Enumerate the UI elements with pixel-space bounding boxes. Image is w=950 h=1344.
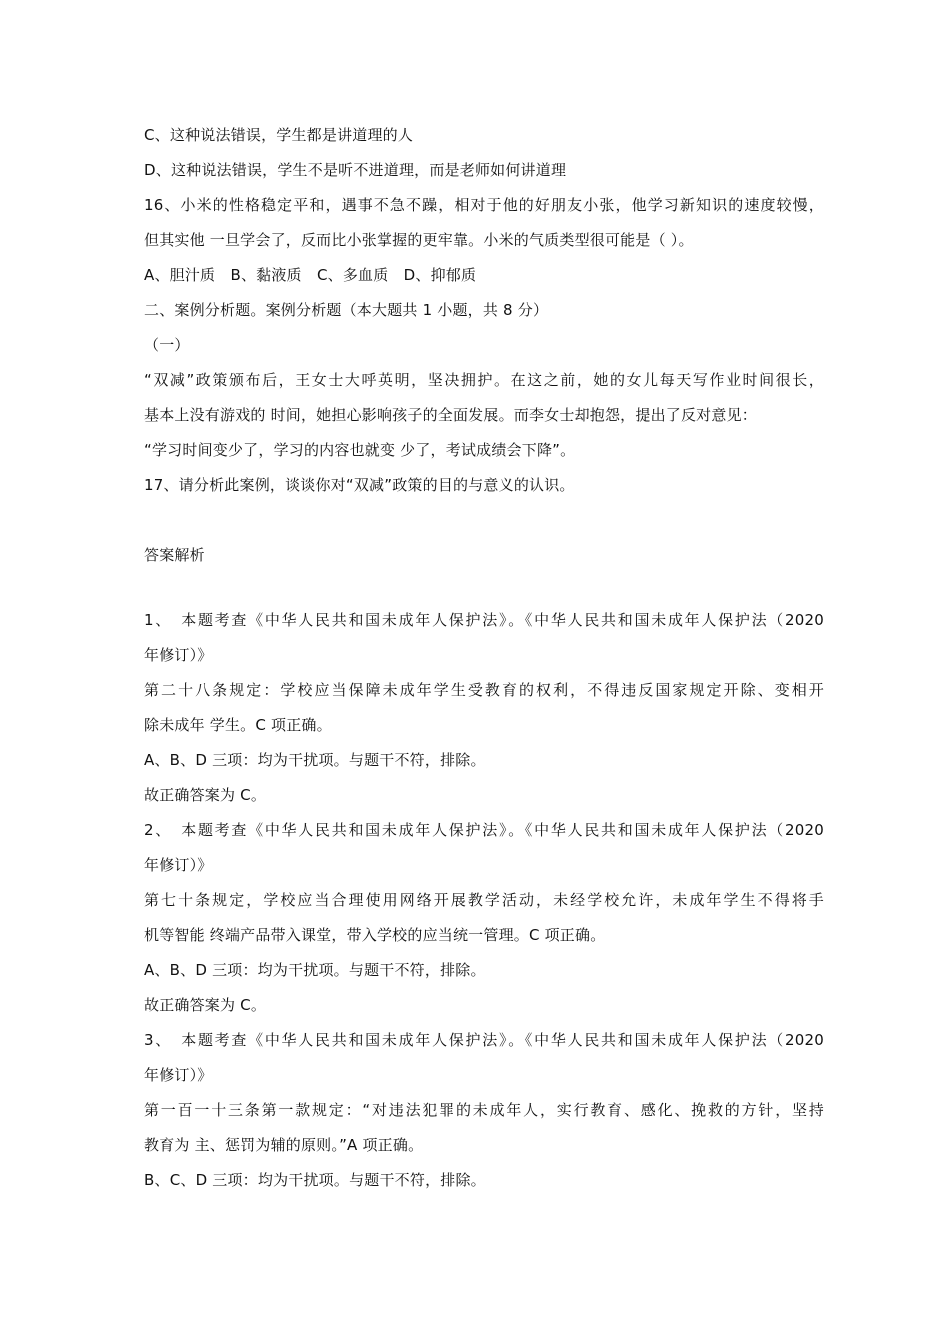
case-one-heading: （一） xyxy=(144,336,190,354)
answer-1-line-6: 故正确答案为 C。 xyxy=(144,786,267,804)
answer-2-line-3: 第七十条规定，学校应当合理使用网络开展教学活动，未经学校允许，未成年学生不得将手 xyxy=(144,891,824,909)
answer-1-line-3: 第二十八条规定：学校应当保障未成年学生受教育的权利，不得违反国家规定开除、变相开 xyxy=(144,681,824,699)
case-text-line-3: “学习时间变少了，学习的内容也就变 少了，考试成绩会下降”。 xyxy=(144,441,576,459)
answer-3-line-2: 年修订）》 xyxy=(144,1066,213,1084)
question-16-options: A、胆汁质 B、黏液质 C、多血质 D、抑郁质 xyxy=(144,266,477,284)
answer-1-line-2: 年修订）》 xyxy=(144,646,213,664)
question-16-line-1: 16、小米的性格稳定平和，遇事不急不躁，相对于他的好朋友小张，他学习新知识的速度较慢， xyxy=(144,196,824,214)
option-d-line: D、这种说法错误，学生不是听不进道理，而是老师如何讲道理 xyxy=(144,161,567,179)
option-c-line: C、这种说法错误，学生都是讲道理的人 xyxy=(144,126,414,144)
answer-2-line-6: 故正确答案为 C。 xyxy=(144,996,267,1014)
case-text-line-1: “双减”政策颁布后，王女士大呼英明，坚决拥护。在这之前，她的女儿每天写作业时间很长， xyxy=(144,371,824,389)
answer-3-line-5: B、C、D 三项：均为干扰项。与题干不符，排除。 xyxy=(144,1171,486,1189)
answer-3-line-3: 第一百一十三条第一款规定：“对违法犯罪的未成年人，实行教育、感化、挽救的方针，坚持 xyxy=(144,1101,824,1119)
answer-analysis-heading: 答案解析 xyxy=(144,546,205,564)
answer-3-line-1: 3、 本题考查《中华人民共和国未成年人保护法》。《中华人民共和国未成年人保护法（2020 xyxy=(144,1031,824,1049)
case-text-line-2: 基本上没有游戏的 时间，她担心影响孩子的全面发展。而李女士却抱怨，提出了反对意见： xyxy=(144,406,757,424)
answer-1-line-5: A、B、D 三项：均为干扰项。与题干不符，排除。 xyxy=(144,751,486,769)
question-17-line: 17、请分析此案例，谈谈你对“双减”政策的目的与意义的认识。 xyxy=(144,476,575,494)
answer-2-line-2: 年修订）》 xyxy=(144,856,213,874)
question-16-line-2: 但其实他 一旦学会了，反而比小张掌握的更牢靠。小米的气质类型很可能是（ ）。 xyxy=(144,231,694,249)
answer-3-line-4: 教育为 主、惩罚为辅的原则。”A 项正确。 xyxy=(144,1136,424,1154)
section-two-heading: 二、案例分析题。案例分析题（本大题共 1 小题，共 8 分） xyxy=(144,301,549,319)
answer-2-line-4: 机等智能 终端产品带入课堂，带入学校的应当统一管理。C 项正确。 xyxy=(144,926,606,944)
answer-2-line-5: A、B、D 三项：均为干扰项。与题干不符，排除。 xyxy=(144,961,486,979)
answer-1-line-4: 除未成年 学生。C 项正确。 xyxy=(144,716,332,734)
answer-1-line-1: 1、 本题考查《中华人民共和国未成年人保护法》。《中华人民共和国未成年人保护法（2020 xyxy=(144,611,824,629)
answer-2-line-1: 2、 本题考查《中华人民共和国未成年人保护法》。《中华人民共和国未成年人保护法（2020 xyxy=(144,821,824,839)
